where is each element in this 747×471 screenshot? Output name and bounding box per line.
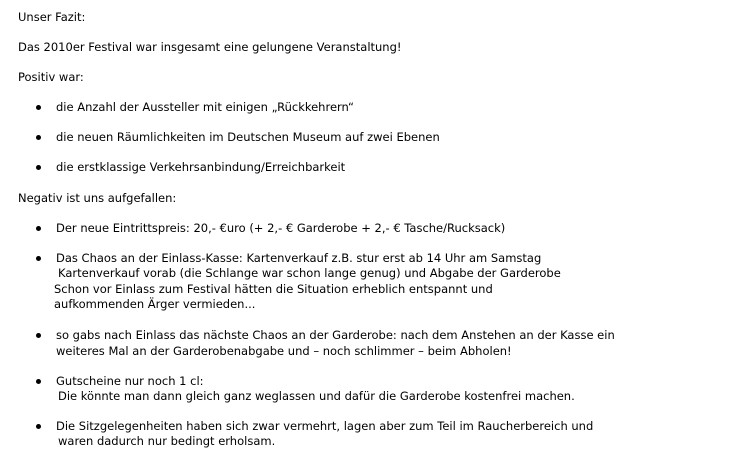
item-text: Der neue Eintrittspreis: 20,- €uro (+ 2,- € Garderobe + 2,- € Tasche/Rucksack) bbox=[56, 221, 506, 235]
bullet-icon bbox=[36, 333, 41, 338]
item-text: die erstklassige Verkehrsanbindung/Erreichbarkeit bbox=[56, 160, 346, 174]
item-text: waren dadurch nur bedingt erholsam. bbox=[58, 434, 276, 448]
summary-text: Das 2010er Festival war insgesamt eine gelungene Veranstaltung! bbox=[18, 40, 402, 54]
bullet-icon bbox=[36, 424, 41, 429]
bullet-icon bbox=[36, 105, 41, 110]
item-text: Das Chaos an der Einlass-Kasse: Kartenverkauf z.B. stur erst ab 14 Uhr am Samstag bbox=[56, 251, 542, 265]
item-text: Schon vor Einlass zum Festival hätten die Situation erheblich entspannt und bbox=[54, 282, 493, 296]
bullet-icon bbox=[36, 379, 41, 384]
item-text: Die Sitzgelegenheiten haben sich zwar vermehrt, lagen aber zum Teil im Raucherbereich und bbox=[56, 419, 594, 433]
bullet-icon bbox=[36, 256, 41, 261]
item-text: weiteres Mal an der Garderobenabgabe und – noch schlimmer – beim Abholen! bbox=[56, 344, 512, 358]
item-text: Gutscheine nur noch 1 cl: bbox=[56, 374, 204, 388]
positive-title: Positiv war: bbox=[18, 70, 84, 84]
bullet-icon bbox=[36, 135, 41, 140]
bullet-icon bbox=[36, 226, 41, 231]
item-text: die Anzahl der Aussteller mit einigen „Rückkehrern“ bbox=[56, 100, 354, 114]
conclusion-heading: Unser Fazit: bbox=[18, 10, 86, 24]
item-text: Die könnte man dann gleich ganz weglassen und dafür die Garderobe kostenfrei machen. bbox=[58, 389, 575, 403]
item-text: Kartenverkauf vorab (die Schlange war schon lange genug) und Abgabe der Garderobe bbox=[58, 266, 561, 280]
item-text: so gabs nach Einlass das nächste Chaos an der Garderobe: nach dem Anstehen an der Kasse ein bbox=[56, 328, 615, 342]
item-text: die neuen Räumlichkeiten im Deutschen Museum auf zwei Ebenen bbox=[56, 130, 440, 144]
negative-title: Negativ ist uns aufgefallen: bbox=[18, 191, 177, 205]
item-text: aufkommenden Ärger vermieden... bbox=[54, 297, 256, 311]
bullet-icon bbox=[36, 165, 41, 170]
